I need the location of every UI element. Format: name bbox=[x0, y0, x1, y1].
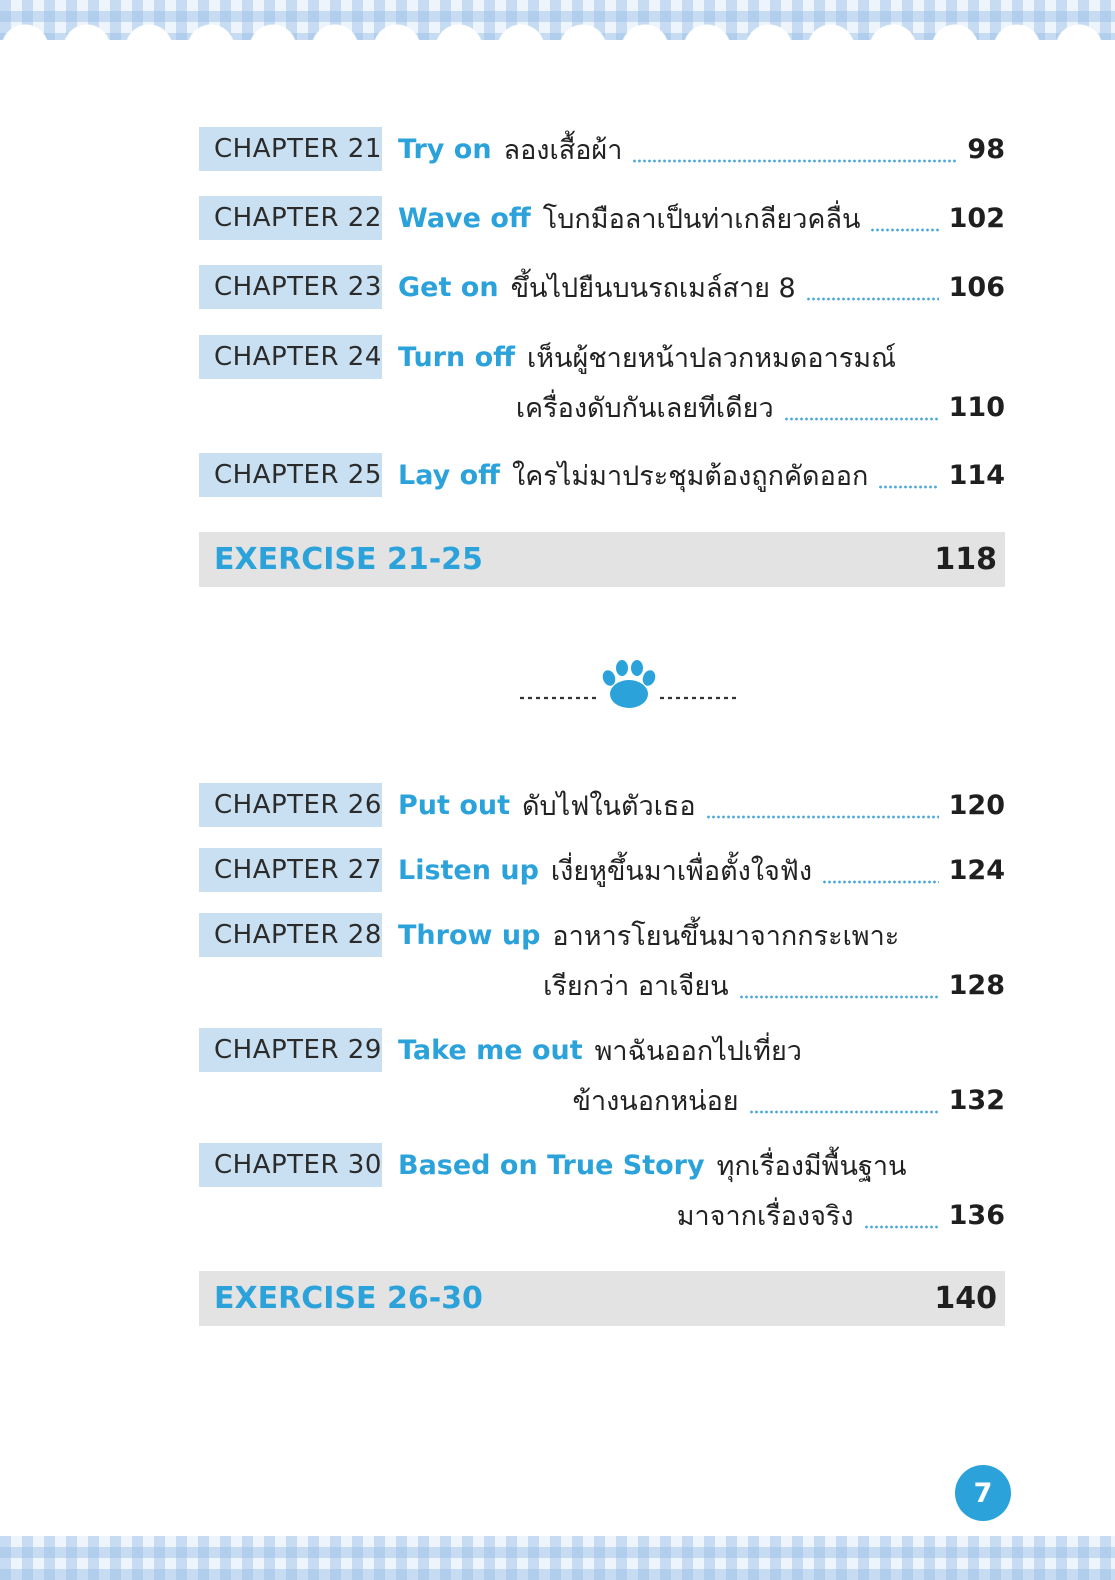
exercise-row-26-30[interactable] bbox=[199, 1271, 1005, 1326]
toc-row-chapter-21[interactable] bbox=[199, 127, 1005, 173]
toc-row-chapter-27[interactable] bbox=[199, 848, 1005, 894]
page-number: 110 bbox=[948, 391, 1005, 423]
exercise-row-21-25[interactable] bbox=[199, 532, 1005, 587]
chapter-title-en: Wave off bbox=[398, 202, 531, 234]
chapter-title-th: เห็นผู้ชายหน้าปลวกหมดอารมณ์ bbox=[527, 342, 897, 374]
chapter-title-line bbox=[398, 335, 1005, 379]
page-number: 128 bbox=[948, 969, 1005, 1001]
chapter-title-th-continued: มาจากเรื่องจริง bbox=[676, 1200, 854, 1232]
chapter-title-line bbox=[398, 848, 1005, 892]
toc-row-chapter-28[interactable] bbox=[199, 913, 1005, 1009]
toc-row-chapter-29[interactable] bbox=[199, 1028, 1005, 1124]
chapter-title-line-2 bbox=[677, 1193, 1005, 1237]
dot-leader bbox=[784, 385, 939, 429]
toc-row-chapter-23[interactable] bbox=[199, 265, 1005, 311]
page-number: 106 bbox=[948, 271, 1005, 303]
toc-row-chapter-25[interactable] bbox=[199, 453, 1005, 499]
exercise-label: EXERCISE 21-25 bbox=[214, 542, 483, 577]
chapter-title-line bbox=[398, 127, 1005, 171]
chapter-title-th-continued: ข้างนอกหน่อย bbox=[572, 1085, 739, 1117]
chapter-badge: CHAPTER 23 bbox=[199, 265, 382, 309]
chapter-title-line bbox=[398, 265, 1005, 309]
page-number: 98 bbox=[967, 133, 1005, 165]
chapter-title-en: Turn off bbox=[398, 341, 516, 373]
chapter-title-en: Put out bbox=[398, 789, 510, 821]
chapter-badge: CHAPTER 28 bbox=[199, 913, 382, 957]
chapter-badge: CHAPTER 21 bbox=[199, 127, 382, 171]
chapter-title-th: ใครไม่มาประชุมต้องถูกคัดออก bbox=[512, 460, 869, 492]
page-number: 136 bbox=[948, 1199, 1005, 1231]
chapter-title-th: พาฉันออกไปเที่ยว bbox=[594, 1035, 802, 1067]
toc-row-chapter-22[interactable] bbox=[199, 196, 1005, 242]
exercise-label: EXERCISE 26-30 bbox=[214, 1281, 483, 1316]
chapter-title-th: ทุกเรื่องมีพื้นฐาน bbox=[716, 1150, 907, 1182]
chapter-badge: CHAPTER 24 bbox=[199, 335, 382, 379]
dot-leader bbox=[822, 848, 939, 892]
chapter-title-line bbox=[398, 783, 1005, 827]
chapter-badge: CHAPTER 30 bbox=[199, 1143, 382, 1187]
chapter-title-line bbox=[398, 1143, 1005, 1187]
chapter-title-line bbox=[398, 196, 1005, 240]
paw-icon bbox=[520, 660, 744, 710]
dot-leader bbox=[739, 963, 939, 1007]
page-number: 120 bbox=[948, 789, 1005, 821]
chapter-title-en: Based on True Story bbox=[398, 1149, 705, 1181]
toc-row-chapter-24[interactable] bbox=[199, 335, 1005, 431]
exercise-page-number: 118 bbox=[934, 542, 997, 577]
chapter-title-line-2 bbox=[543, 963, 1005, 1007]
dot-leader bbox=[806, 265, 939, 309]
chapter-title-line bbox=[398, 913, 1005, 957]
chapter-title-th: อาหารโยนขึ้นมาจากกระเพาะ bbox=[552, 920, 900, 952]
chapter-title-en: Try on bbox=[398, 133, 492, 165]
chapter-title-line-2 bbox=[516, 385, 1005, 429]
page-number: 124 bbox=[948, 854, 1005, 886]
chapter-badge: CHAPTER 27 bbox=[199, 848, 382, 892]
chapter-badge: CHAPTER 26 bbox=[199, 783, 382, 827]
chapter-badge: CHAPTER 29 bbox=[199, 1028, 382, 1072]
chapter-title-th: ลองเสื้อผ้า bbox=[503, 134, 623, 166]
toc-row-chapter-30[interactable] bbox=[199, 1143, 1005, 1239]
chapter-title-en: Get on bbox=[398, 271, 499, 303]
page-number: 132 bbox=[948, 1084, 1005, 1116]
exercise-page-number: 140 bbox=[934, 1281, 997, 1316]
dot-leader bbox=[864, 1193, 939, 1237]
chapter-title-line bbox=[398, 1028, 1005, 1072]
chapter-title-en: Listen up bbox=[398, 854, 539, 886]
chapter-badge: CHAPTER 25 bbox=[199, 453, 382, 497]
page-number: 114 bbox=[948, 459, 1005, 491]
chapter-title-en: Take me out bbox=[398, 1034, 583, 1066]
dot-leader bbox=[749, 1078, 939, 1122]
scallop-fill bbox=[0, 40, 1115, 50]
bottom-gingham-border bbox=[0, 1536, 1115, 1580]
chapter-title-th: โบกมือลาเป็นท่าเกลียวคลื่น bbox=[542, 203, 861, 235]
toc-row-chapter-26[interactable] bbox=[199, 783, 1005, 829]
dot-leader bbox=[706, 783, 939, 827]
chapter-title-th-continued: เรียกว่า อาเจียน bbox=[543, 970, 729, 1002]
chapter-title-line-2 bbox=[573, 1078, 1006, 1122]
chapter-title-en: Throw up bbox=[398, 919, 541, 951]
page-number: 102 bbox=[948, 202, 1005, 234]
chapter-title-th-continued: เครื่องดับกันเลยทีเดียว bbox=[515, 392, 774, 424]
dot-leader bbox=[632, 127, 957, 171]
dot-leader bbox=[878, 453, 938, 497]
chapter-title-th: เงี่ยหูขึ้นมาเพื่อตั้งใจฟัง bbox=[550, 855, 813, 887]
page-number-badge: 7 bbox=[955, 1465, 1011, 1521]
chapter-title-line bbox=[398, 453, 1005, 497]
chapter-title-th: ขึ้นไปยืนบนรถเมล์สาย 8 bbox=[510, 272, 796, 304]
chapter-title-en: Lay off bbox=[398, 459, 501, 491]
dot-leader bbox=[870, 196, 938, 240]
chapter-title-th: ดับไฟในตัวเธอ bbox=[522, 790, 696, 822]
chapter-badge: CHAPTER 22 bbox=[199, 196, 382, 240]
